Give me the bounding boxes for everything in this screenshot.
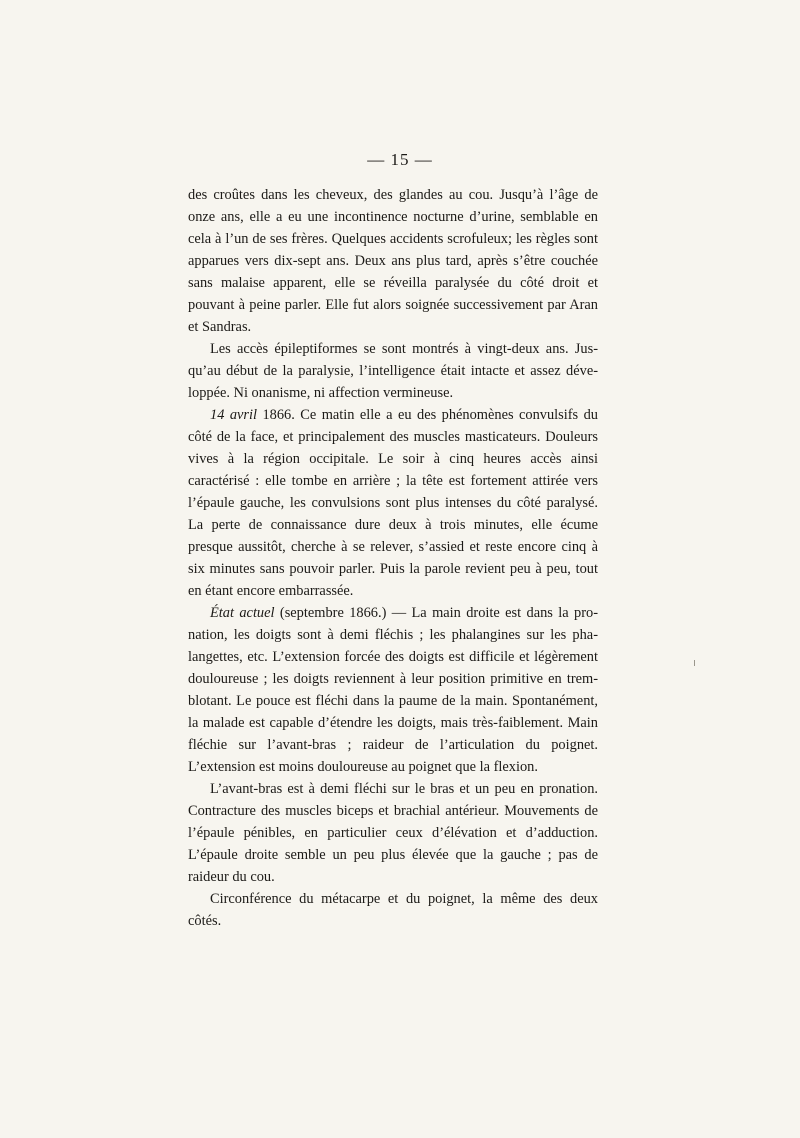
paragraph-text: 1866. Ce matin elle a eu des phénomènes convulsifs du côté de la face, et principalement des muscles masticateurs. Douleurs vives à la région occipitale. Le soir à cinq heures accès ainsi caractérisé : elle tombe en arrière ; la tête est fortement attirée vers l’épaule gauche, les convulsions sont plus intenses du côté paralysé. La perte de connaissance dure deux à trois minutes, elle écume presque aussitôt, cherche à se relever, s’assied et reste encore cinq à six minutes sans pouvoir parler. Puis la parole revient peu à peu, tout en étant encore embarrassée.	[188, 407, 598, 599]
paragraph-text: (septembre 1866.) — La main droite est dans la pronation, les doigts sont à demi fléchis ; les phalangines sur les phalangettes, etc. L’extension forcée des doigts est difficile et légèrement douloureuse ; les doigts reviennent à leur position primitive en tremblotant. Le pouce est fléchi dans la paume de la main. Spontanément, la malade est capable d’étendre les doigts, mais très-faiblement. Main fléchie sur l’avant-bras ; raideur de l’articulation du poignet. L’extension est moins douloureuse au poignet que la flexion.	[188, 605, 599, 775]
date-heading: 14 avril	[210, 407, 258, 423]
paragraph	[188, 602, 598, 778]
page-number: — 15 —	[367, 150, 433, 169]
body-text	[188, 184, 598, 932]
paper-speck	[694, 660, 695, 666]
paragraph	[188, 404, 598, 602]
paragraph: des croûtes dans les cheveux, des glandes au cou. Jusqu’à l’âge de onze ans, elle a eu une incontinence nocturne d’urine, semblable en cela à l’un de ses frères. Quelques accidents scrofuleux; les règles sont apparues vers dix-sept ans. Deux ans plus tard, après s’être couchée sans malaise apparent, elle se réveilla paralysée du côté droit et pouvant à peine parler. Elle fut alors soignée successivement par Aran et Sandras.	[188, 187, 598, 335]
paragraph: Les accès épileptiformes se sont montrés à vingt-deux ans. Jusqu’au début de la paralysie, l’intelligence était intacte et assez développée. Ni onanisme, ni affection vermineuse.	[188, 341, 598, 401]
paragraph: Circonférence du métacarpe et du poignet, la même des deux côtés.	[188, 891, 598, 929]
section-heading: État actuel	[210, 605, 275, 621]
paragraph: L’avant-bras est à demi fléchi sur le bras et un peu en pronation. Contracture des muscles biceps et brachial antérieur. Mouvements de l’épaule pénibles, en particulier ceux d’élévation et d’adduction. L’épaule droite semble un peu plus élevée que la gauche ; pas de raideur du cou.	[188, 781, 598, 885]
